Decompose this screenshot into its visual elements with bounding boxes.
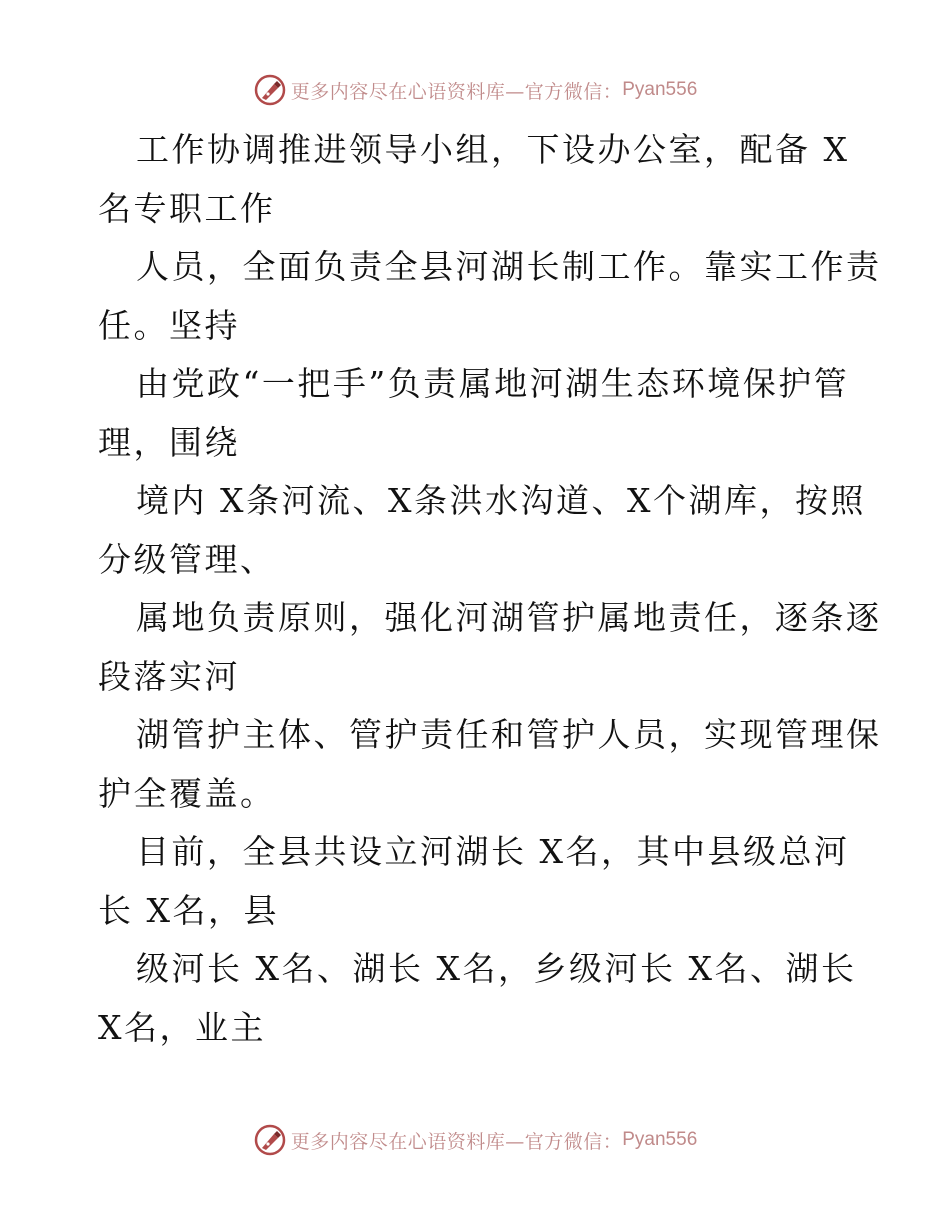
watermark-wechat-id: Pyan556: [622, 79, 698, 100]
fountain-pen-logo-icon: [253, 1123, 287, 1157]
text-line: 理，围绕: [98, 422, 240, 462]
text-line: 由党政“一把手”负责属地河湖生态环境保护管: [136, 364, 850, 403]
text-line: 境内 X条河流、X条洪水沟道、X个湖库，按照: [136, 481, 866, 520]
header-watermark: [0, 70, 950, 110]
text-line: 长 X名，县: [98, 890, 279, 930]
text-line: 工作协调推进领导小组，下设办公室，配备 X: [136, 130, 850, 169]
text-line: 目前，全县共设立河湖长 X名，其中县级总河: [136, 832, 850, 871]
text-line: 护全覆盖。: [98, 773, 276, 813]
document-body: [98, 121, 882, 1057]
watermark-wechat-id: Pyan556: [622, 1129, 698, 1150]
fountain-pen-logo-icon: [253, 73, 287, 107]
text-line: 段落实河: [98, 656, 240, 696]
watermark-text: 更多内容尽在心语资料库—官方微信：: [290, 1130, 623, 1153]
text-line: 属地负责原则，强化河湖管护属地责任，逐条逐: [136, 598, 882, 637]
text-line: 任。坚持: [98, 305, 240, 345]
text-line: X名，业主: [98, 1007, 266, 1047]
text-line: 人员，全面负责全县河湖长制工作。靠实工作责: [136, 247, 882, 286]
text-line: 湖管护主体、管护责任和管护人员，实现管理保: [136, 715, 882, 754]
footer-watermark: [0, 1120, 950, 1160]
watermark-text: 更多内容尽在心语资料库—官方微信：: [290, 80, 623, 103]
text-line: 分级管理、: [98, 539, 276, 579]
text-line: 名专职工作: [98, 188, 276, 228]
text-line: 级河长 X名、湖长 X名，乡级河长 X名、湖长: [136, 949, 857, 988]
